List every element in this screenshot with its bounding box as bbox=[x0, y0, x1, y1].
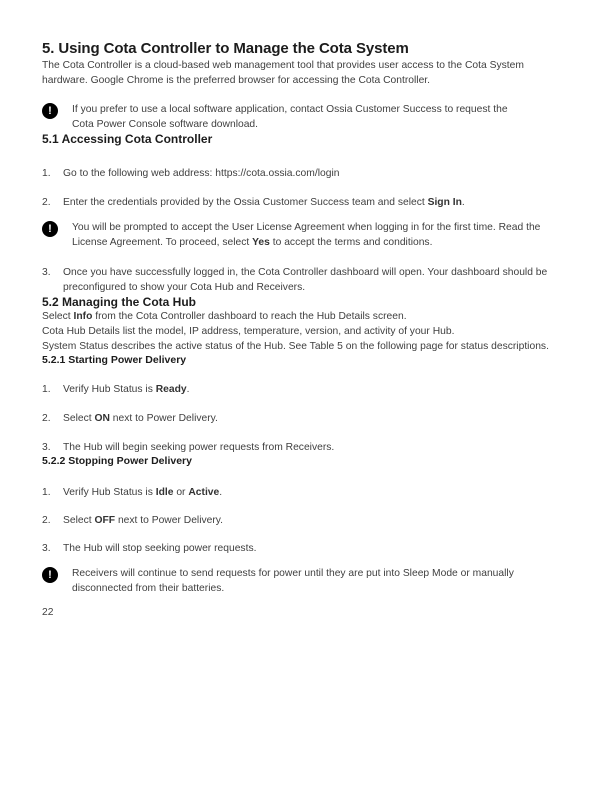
list-item-text: The Hub will begin seeking power requests from Receivers. bbox=[63, 442, 335, 453]
list-item-web-address bbox=[42, 166, 571, 181]
step-text-bold: Idle bbox=[155, 487, 174, 498]
list-number: 2. bbox=[42, 515, 51, 526]
list-item-text: Once you have successfully logged in, the Cota Controller dashboard will open. Your dashboard should be preconfigured to show your Cota Hub and Receivers. bbox=[63, 267, 548, 293]
section-heading-5-1: 5.1 Accessing Cota Controller bbox=[42, 132, 213, 146]
list-number: 2. bbox=[42, 197, 51, 208]
page-title: 5. Using Cota Controller to Manage the Cota System bbox=[42, 40, 409, 57]
list-item-verify-ready bbox=[42, 382, 571, 397]
note-text: If you prefer to use a local software application, contact Ossia Customer Success to request the Cota Power Console software download. bbox=[72, 104, 508, 130]
list-number: 1. bbox=[42, 168, 51, 179]
step-text: . bbox=[186, 384, 190, 395]
list-item-verify-idle bbox=[42, 485, 571, 500]
page-number: 22 bbox=[42, 607, 54, 618]
step-text-bold: Ready bbox=[155, 384, 187, 395]
list-number: 1. bbox=[42, 487, 51, 498]
list-item-text bbox=[63, 485, 571, 500]
list-item-begin-seeking bbox=[42, 440, 571, 455]
step-text: . bbox=[461, 197, 465, 208]
intro-paragraph: The Cota Controller is a cloud-based web management tool that provides user access to the Cota System hardware. Google Chrome is the preferred browser for accessing the Cota Controller. bbox=[42, 60, 524, 86]
step-text-bold: ON bbox=[94, 413, 110, 424]
note-text: Receivers will continue to send requests for power until they are put into Sleep Mode or manually disconnected from their batteries. bbox=[72, 568, 514, 594]
paragraph-segment: Select bbox=[42, 311, 74, 322]
list-item-select-off bbox=[42, 513, 571, 528]
step-text-bold: Sign In bbox=[427, 197, 462, 208]
alert-icon bbox=[42, 221, 58, 237]
list-number: 1. bbox=[42, 384, 51, 395]
note-text bbox=[72, 220, 557, 250]
paragraph-hub-details: Cota Hub Details list the model, IP address, temperature, version, and activity of your Hub. bbox=[42, 326, 455, 337]
step-text: next to Power Delivery. bbox=[109, 413, 218, 424]
list-number: 3. bbox=[42, 543, 51, 554]
list-number: 3. bbox=[42, 442, 51, 453]
list-item-text bbox=[63, 411, 571, 426]
note-text-bold: Yes bbox=[252, 237, 270, 248]
step-text: next to Power Delivery. bbox=[115, 515, 224, 526]
alert-glyph: ! bbox=[48, 568, 52, 581]
list-item-text: The Hub will stop seeking power requests. bbox=[63, 543, 257, 554]
list-number: 3. bbox=[42, 267, 51, 278]
alert-icon bbox=[42, 103, 58, 119]
list-item-logged-in bbox=[42, 265, 571, 295]
paragraph-system-status: System Status describes the active status of the Hub. See Table 5 on the following page for status descriptions. bbox=[42, 341, 549, 352]
list-item-text bbox=[63, 195, 571, 210]
list-item-credentials bbox=[42, 195, 571, 210]
list-item-text bbox=[63, 382, 571, 397]
subsection-heading-5-2-2: 5.2.2 Stopping Power Delivery bbox=[42, 455, 192, 467]
step-text: Verify Hub Status is bbox=[63, 384, 156, 395]
step-text: Select bbox=[63, 413, 95, 424]
step-text: Go to the following web address: bbox=[63, 168, 216, 179]
step-text-bold: OFF bbox=[94, 515, 116, 526]
alert-icon bbox=[42, 567, 58, 583]
list-item-text bbox=[63, 513, 571, 528]
note-license-agreement bbox=[42, 220, 571, 250]
list-item-text bbox=[63, 166, 571, 181]
paragraph-bold: Info bbox=[73, 311, 93, 322]
step-text: Verify Hub Status is bbox=[63, 487, 156, 498]
alert-glyph: ! bbox=[48, 104, 52, 117]
paragraph-segment: from the Cota Controller dashboard to reach the Hub Details screen. bbox=[92, 311, 407, 322]
step-text: Select bbox=[63, 515, 95, 526]
note-text-segment: You will be prompted to accept the User License Agreement when logging in for the first time. Read the License Agreement. To proceed, select bbox=[72, 222, 541, 248]
step-text: Enter the credentials provided by the Ossia Customer Success team and select bbox=[63, 197, 428, 208]
section-heading-5-2: 5.2 Managing the Cota Hub bbox=[42, 295, 197, 309]
step-text-bold: Active bbox=[188, 487, 220, 498]
list-number: 2. bbox=[42, 413, 51, 424]
note-receivers-power bbox=[42, 566, 571, 596]
step-text: or bbox=[173, 487, 189, 498]
alert-glyph: ! bbox=[48, 222, 52, 235]
paragraph-select-info bbox=[42, 309, 571, 324]
note-text-segment: to accept the terms and conditions. bbox=[269, 237, 433, 248]
list-item-stop-seeking bbox=[42, 541, 571, 556]
list-item-select-on bbox=[42, 411, 571, 426]
step-text: . bbox=[219, 487, 223, 498]
login-url: https://cota.ossia.com/login bbox=[215, 168, 340, 179]
note-power-console bbox=[42, 102, 571, 132]
subsection-heading-5-2-1: 5.2.1 Starting Power Delivery bbox=[42, 354, 187, 366]
